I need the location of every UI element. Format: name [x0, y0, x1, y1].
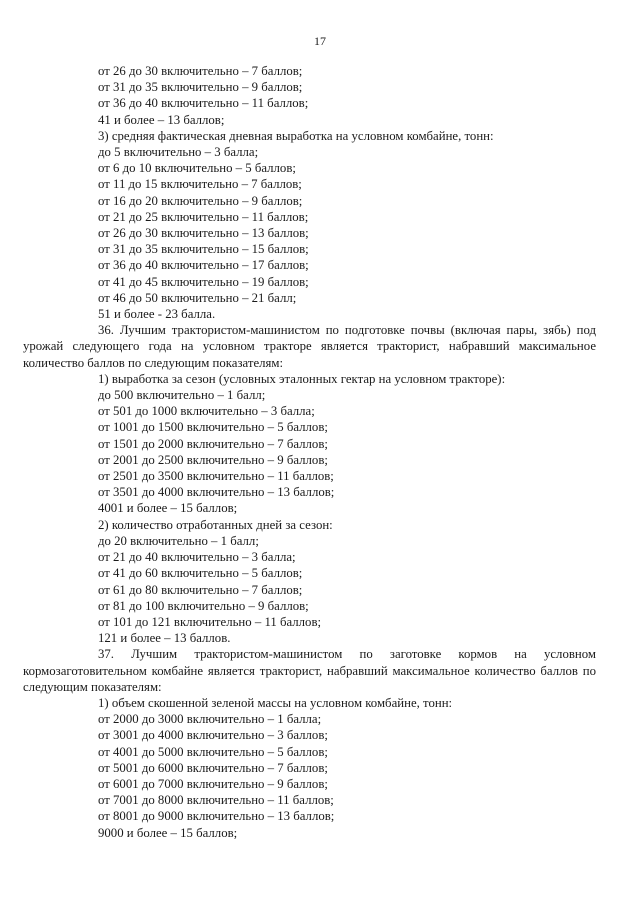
document-body: [23, 63, 596, 841]
list-item: от 61 до 80 включительно – 7 баллов;: [98, 582, 303, 597]
list-item: от 41 до 45 включительно – 19 баллов;: [98, 274, 309, 289]
page-number: 17: [314, 34, 326, 48]
list-item: от 26 до 30 включительно – 7 баллов;: [98, 64, 303, 78]
list-item: от 4001 до 5000 включительно – 5 баллов;: [98, 744, 328, 759]
list-item: от 6 до 10 включительно – 5 баллов;: [98, 161, 296, 176]
list-item: 121 и более – 13 баллов.: [98, 631, 231, 646]
list-item: до 20 включительно – 1 балл;: [98, 533, 259, 548]
list-item: 41 и более – 13 баллов;: [98, 112, 225, 127]
list-item: от 16 до 20 включительно – 9 баллов;: [98, 193, 303, 208]
list-item: 3) средняя фактическая дневная выработка на условном комбайне, тонн:: [98, 128, 494, 143]
list-item: 4001 и более – 15 баллов;: [98, 501, 238, 516]
list-item: 9000 и более – 15 баллов;: [98, 825, 238, 840]
list-item: от 1501 до 2000 включительно – 7 баллов;: [98, 436, 328, 451]
list-item: от 36 до 40 включительно – 17 баллов;: [98, 258, 309, 273]
list-item: до 500 включительно – 1 балл;: [98, 388, 266, 403]
list-item: до 5 включительно – 3 балла;: [98, 145, 259, 160]
list-item: от 8001 до 9000 включительно – 13 баллов;: [98, 809, 335, 824]
list-item: от 501 до 1000 включительно – 3 балла;: [98, 404, 315, 419]
list-item: от 2000 до 3000 включительно – 1 балла;: [98, 712, 322, 727]
list-item: от 26 до 30 включительно – 13 баллов;: [98, 226, 309, 241]
list-item: 51 и более - 23 балла.: [98, 307, 216, 322]
list-item: от 41 до 60 включительно – 5 баллов;: [98, 566, 303, 581]
list-item: от 81 до 100 включительно – 9 баллов;: [98, 598, 309, 613]
list-item: от 11 до 15 включительно – 7 баллов;: [98, 177, 302, 192]
list-item: от 6001 до 7000 включительно – 9 баллов;: [98, 776, 328, 791]
list-item: от 3501 до 4000 включительно – 13 баллов;: [98, 485, 335, 500]
list-item: от 46 до 50 включительно – 21 балл;: [98, 290, 297, 305]
list-item: от 31 до 35 включительно – 9 баллов;: [98, 80, 303, 95]
list-item: от 31 до 35 включительно – 15 баллов;: [98, 242, 309, 257]
list-item: от 5001 до 6000 включительно – 7 баллов;: [98, 760, 328, 775]
list-item: от 101 до 121 включительно – 11 баллов;: [98, 614, 322, 629]
list-item: от 21 до 25 включительно – 11 баллов;: [98, 209, 309, 224]
list-item: от 21 до 40 включительно – 3 балла;: [98, 550, 296, 565]
list-item: 2) количество отработанных дней за сезон:: [98, 517, 333, 532]
paragraph: 37. Лучшим трактористом-машинистом по заготовке кормов на условном кормозаготовительном комбайне является тракторист, набравший максимальное количество баллов по следующим показателям:: [23, 647, 596, 694]
list-item: 1) выработка за сезон (условных эталонных гектар на условном тракторе):: [98, 371, 506, 386]
list-item: от 7001 до 8000 включительно – 11 баллов;: [98, 793, 334, 808]
paragraph: 36. Лучшим трактористом-машинистом по подготовке почвы (включая пары, зябь) под урожай следующего года на условном тракторе является тракторист, набравший максимальное количество баллов по следующим показателям:: [23, 323, 596, 370]
list-item: от 1001 до 1500 включительно – 5 баллов;: [98, 420, 328, 435]
list-item: от 2001 до 2500 включительно – 9 баллов;: [98, 452, 328, 467]
list-item: 1) объем скошенной зеленой массы на условном комбайне, тонн:: [98, 695, 453, 710]
list-item: от 3001 до 4000 включительно – 3 баллов;: [98, 728, 328, 743]
list-item: от 2501 до 3500 включительно – 11 баллов;: [98, 469, 334, 484]
list-item: от 36 до 40 включительно – 11 баллов;: [98, 96, 309, 111]
